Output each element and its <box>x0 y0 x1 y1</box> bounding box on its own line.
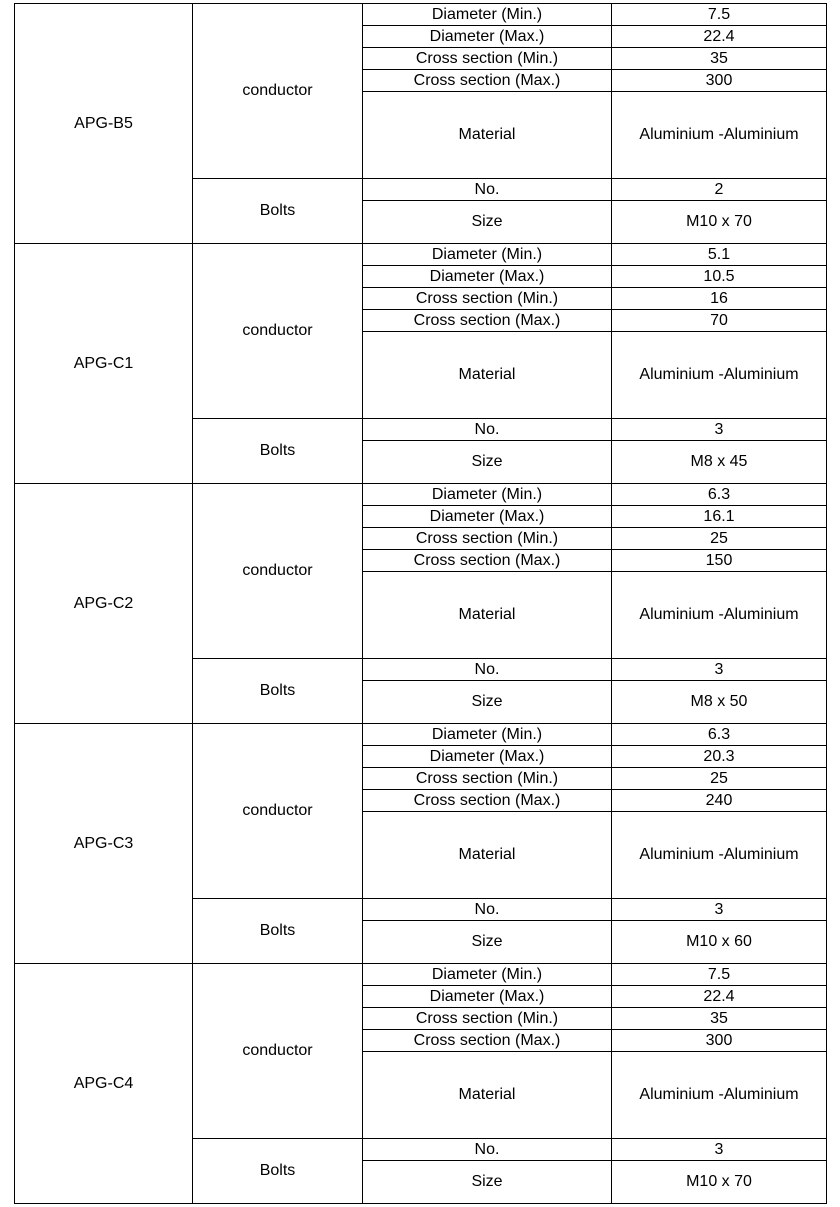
parameter-cell: Size <box>363 201 612 244</box>
parameter-cell: Diameter (Min.) <box>363 724 612 746</box>
value-cell: Aluminium -Aluminium <box>612 572 827 659</box>
value-cell: 150 <box>612 550 827 572</box>
conductor-label-cell: conductor <box>193 244 363 419</box>
value-cell: 16.1 <box>612 506 827 528</box>
value-cell: M10 x 60 <box>612 921 827 964</box>
value-cell: 6.3 <box>612 724 827 746</box>
parameter-cell: Diameter (Min.) <box>363 244 612 266</box>
parameter-cell: Diameter (Min.) <box>363 964 612 986</box>
parameter-cell: No. <box>363 179 612 201</box>
table-row <box>15 4 827 26</box>
parameter-cell: Material <box>363 92 612 179</box>
parameter-cell: Diameter (Max.) <box>363 746 612 768</box>
parameter-cell: Material <box>363 812 612 899</box>
value-cell: M8 x 50 <box>612 681 827 724</box>
parameter-cell: Material <box>363 1052 612 1139</box>
bolts-label-cell: Bolts <box>193 1139 363 1204</box>
parameter-cell: Cross section (Max.) <box>363 790 612 812</box>
value-cell: 2 <box>612 179 827 201</box>
table-row <box>15 484 827 506</box>
value-cell: 22.4 <box>612 986 827 1008</box>
parameter-cell: Cross section (Min.) <box>363 528 612 550</box>
table-row <box>15 244 827 266</box>
spec-table <box>14 3 827 1204</box>
table-row <box>15 724 827 746</box>
value-cell: 25 <box>612 528 827 550</box>
value-cell: 300 <box>612 70 827 92</box>
value-cell: 7.5 <box>612 964 827 986</box>
spec-table-body <box>15 4 827 1204</box>
value-cell: 10.5 <box>612 266 827 288</box>
parameter-cell: Size <box>363 441 612 484</box>
parameter-cell: Cross section (Max.) <box>363 1030 612 1052</box>
value-cell: 25 <box>612 768 827 790</box>
value-cell: 22.4 <box>612 26 827 48</box>
model-name-cell: APG-C1 <box>15 244 193 484</box>
value-cell: 35 <box>612 48 827 70</box>
parameter-cell: Size <box>363 1161 612 1204</box>
value-cell: 6.3 <box>612 484 827 506</box>
value-cell: Aluminium -Aluminium <box>612 812 827 899</box>
value-cell: M10 x 70 <box>612 1161 827 1204</box>
parameter-cell: Diameter (Max.) <box>363 266 612 288</box>
model-name-cell: APG-C3 <box>15 724 193 964</box>
conductor-label-cell: conductor <box>193 964 363 1139</box>
model-name-cell: APG-B5 <box>15 4 193 244</box>
table-row <box>15 964 827 986</box>
value-cell: 3 <box>612 659 827 681</box>
value-cell: 70 <box>612 310 827 332</box>
value-cell: 3 <box>612 419 827 441</box>
bolts-label-cell: Bolts <box>193 659 363 724</box>
parameter-cell: Diameter (Max.) <box>363 986 612 1008</box>
bolts-label-cell: Bolts <box>193 419 363 484</box>
model-name-cell: APG-C4 <box>15 964 193 1204</box>
parameter-cell: Diameter (Min.) <box>363 484 612 506</box>
value-cell: 35 <box>612 1008 827 1030</box>
value-cell: 300 <box>612 1030 827 1052</box>
bolts-label-cell: Bolts <box>193 899 363 964</box>
value-cell: 240 <box>612 790 827 812</box>
parameter-cell: Diameter (Max.) <box>363 26 612 48</box>
parameter-cell: No. <box>363 1139 612 1161</box>
parameter-cell: Material <box>363 332 612 419</box>
value-cell: M8 x 45 <box>612 441 827 484</box>
value-cell: 16 <box>612 288 827 310</box>
parameter-cell: Size <box>363 921 612 964</box>
model-name-cell: APG-C2 <box>15 484 193 724</box>
parameter-cell: Cross section (Min.) <box>363 768 612 790</box>
value-cell: 3 <box>612 899 827 921</box>
conductor-label-cell: conductor <box>193 484 363 659</box>
parameter-cell: No. <box>363 899 612 921</box>
parameter-cell: Cross section (Max.) <box>363 310 612 332</box>
parameter-cell: Cross section (Max.) <box>363 70 612 92</box>
value-cell: 3 <box>612 1139 827 1161</box>
value-cell: 7.5 <box>612 4 827 26</box>
parameter-cell: Diameter (Min.) <box>363 4 612 26</box>
conductor-label-cell: conductor <box>193 724 363 899</box>
parameter-cell: Size <box>363 681 612 724</box>
parameter-cell: Cross section (Max.) <box>363 550 612 572</box>
value-cell: Aluminium -Aluminium <box>612 1052 827 1139</box>
parameter-cell: Cross section (Min.) <box>363 288 612 310</box>
parameter-cell: Material <box>363 572 612 659</box>
value-cell: 5.1 <box>612 244 827 266</box>
bolts-label-cell: Bolts <box>193 179 363 244</box>
value-cell: Aluminium -Aluminium <box>612 332 827 419</box>
parameter-cell: No. <box>363 419 612 441</box>
parameter-cell: Cross section (Min.) <box>363 1008 612 1030</box>
value-cell: 20.3 <box>612 746 827 768</box>
value-cell: M10 x 70 <box>612 201 827 244</box>
parameter-cell: Diameter (Max.) <box>363 506 612 528</box>
value-cell: Aluminium -Aluminium <box>612 92 827 179</box>
parameter-cell: No. <box>363 659 612 681</box>
conductor-label-cell: conductor <box>193 4 363 179</box>
parameter-cell: Cross section (Min.) <box>363 48 612 70</box>
